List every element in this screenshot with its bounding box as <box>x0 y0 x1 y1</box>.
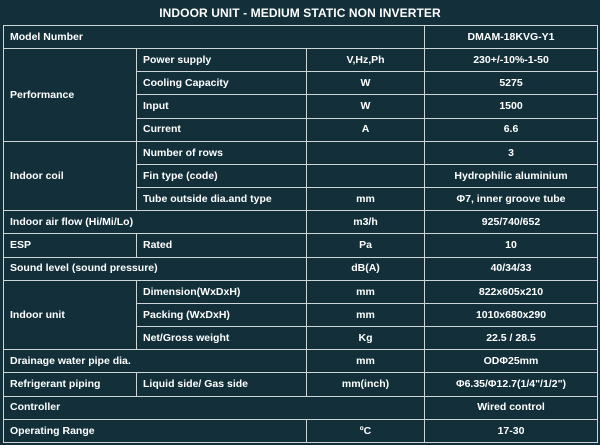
param-cell: Current <box>137 118 307 141</box>
param-cell: Net/Gross weight <box>137 327 307 350</box>
unit-cell: mm <box>307 303 425 326</box>
value-cell: 1010x680x290 <box>425 303 598 326</box>
model-label: Model Number <box>4 26 425 49</box>
unit-cell: mm <box>307 350 425 373</box>
value-cell: 5275 <box>425 72 598 95</box>
param-cell: Tube outside dia.and type <box>137 188 307 211</box>
value-cell: 925/740/652 <box>425 211 598 234</box>
indoor-unit-label: Indoor unit <box>4 280 137 349</box>
unit-cell: dB(A) <box>307 257 425 280</box>
value-cell: 1500 <box>425 95 598 118</box>
refrigerant-label: Refrigerant piping <box>4 373 137 396</box>
param-cell: Power supply <box>137 49 307 72</box>
controller-label: Controller <box>4 396 425 419</box>
sheet-title: INDOOR UNIT - MEDIUM STATIC NON INVERTER <box>159 6 441 20</box>
value-cell: Φ6.35/Φ12.7(1/4"/1/2") <box>425 373 598 396</box>
table-row-model <box>4 26 598 49</box>
unit-cell: mm <box>307 188 425 211</box>
unit-cell: W <box>307 72 425 95</box>
table-row-operating-range <box>4 419 598 442</box>
table-row-air-flow <box>4 211 598 234</box>
unit-cell <box>307 141 425 164</box>
value-cell: 10 <box>425 234 598 257</box>
value-cell: 40/34/33 <box>425 257 598 280</box>
value-cell: 230+/-10%-1-50 <box>425 49 598 72</box>
value-cell: 17-30 <box>425 419 598 442</box>
value-cell: ODΦ25mm <box>425 350 598 373</box>
table-row-controller <box>4 396 598 419</box>
unit-cell: A <box>307 118 425 141</box>
air-flow-label: Indoor air flow (Hi/Mi/Lo) <box>4 211 307 234</box>
unit-cell: mm <box>307 280 425 303</box>
table-row-sound <box>4 257 598 280</box>
indoor-coil-label: Indoor coil <box>4 141 137 210</box>
param-cell: Cooling Capacity <box>137 72 307 95</box>
table-row-refrigerant <box>4 373 598 396</box>
value-cell: 6.6 <box>425 118 598 141</box>
value-cell: 822x605x210 <box>425 280 598 303</box>
param-cell: Rated <box>137 234 307 257</box>
value-cell: Hydrophilic aluminium <box>425 164 598 187</box>
table-row-drainage <box>4 350 598 373</box>
table-row <box>4 280 598 303</box>
model-value: DMAM-18KVG-Y1 <box>425 26 598 49</box>
unit-cell: m3/h <box>307 211 425 234</box>
unit-cell: ºC <box>307 419 425 442</box>
unit-cell: W <box>307 95 425 118</box>
param-cell: Packing (WxDxH) <box>137 303 307 326</box>
unit-cell: V,Hz,Ph <box>307 49 425 72</box>
unit-cell: Pa <box>307 234 425 257</box>
table-row <box>4 141 598 164</box>
spec-table <box>3 25 598 443</box>
performance-label: Performance <box>4 49 137 142</box>
unit-cell <box>307 164 425 187</box>
unit-cell: Kg <box>307 327 425 350</box>
table-row-esp <box>4 234 598 257</box>
param-cell: Input <box>137 95 307 118</box>
operating-range-label: Operating Range <box>4 419 307 442</box>
value-cell: 3 <box>425 141 598 164</box>
param-cell: Dimension(WxDxH) <box>137 280 307 303</box>
esp-label: ESP <box>4 234 137 257</box>
unit-cell: mm(inch) <box>307 373 425 396</box>
param-cell: Fin type (code) <box>137 164 307 187</box>
value-cell: 22.5 / 28.5 <box>425 327 598 350</box>
drainage-label: Drainage water pipe dia. <box>4 350 307 373</box>
table-row <box>4 49 598 72</box>
value-cell: Wired control <box>425 396 598 419</box>
value-cell: Φ7, inner groove tube <box>425 188 598 211</box>
param-cell: Liquid side/ Gas side <box>137 373 307 396</box>
sound-label: Sound level (sound pressure) <box>4 257 307 280</box>
param-cell: Number of rows <box>137 141 307 164</box>
